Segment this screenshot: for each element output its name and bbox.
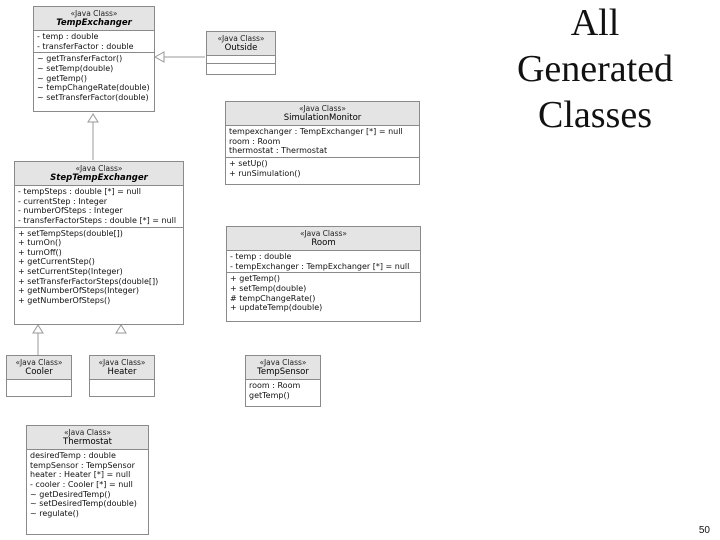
- attribute: - transferFactor : double: [37, 41, 134, 51]
- class-name: Cooler: [25, 366, 53, 377]
- attribute: - temp : double: [37, 32, 99, 42]
- operation: + setTemp(double): [230, 283, 307, 293]
- operation: ~ tempChangeRate(double): [37, 83, 150, 93]
- operation: ~ setTemp(double): [37, 63, 114, 73]
- class-operations: [226, 158, 419, 179]
- operation: + setCurrentStep(Integer): [18, 266, 123, 276]
- attribute: desiredTemp : double: [30, 451, 116, 461]
- outside-generalization-arrow: [155, 52, 164, 62]
- operation: + setTransferFactorSteps(double[]): [18, 276, 159, 286]
- attribute: thermostat : Thermostat: [229, 146, 328, 156]
- class-name: TempExchanger: [56, 17, 132, 28]
- class-attributes: [15, 186, 183, 227]
- class-stereotype: «Java Class»: [98, 358, 146, 367]
- attribute: - currentStep : Integer: [18, 196, 108, 206]
- class-operations: [227, 273, 420, 313]
- operation: + runSimulation(): [229, 168, 301, 178]
- operation: + getTemp(): [230, 274, 280, 284]
- title-line-2: Generated: [516, 48, 674, 90]
- class-operations: [207, 64, 275, 71]
- operation: + setTempSteps(double[]): [18, 228, 123, 238]
- title-line-1: All: [570, 2, 620, 44]
- class-stereotype: «Java Class»: [70, 9, 118, 18]
- attribute: - transferFactorSteps : double [*] = null: [18, 215, 177, 225]
- operation: ~ getDesiredTemp(): [30, 489, 111, 499]
- class-header: [207, 32, 275, 56]
- attribute: - temp : double: [230, 252, 292, 262]
- class-thermostat: [26, 425, 149, 535]
- class-operations: [34, 53, 154, 103]
- class-header: [227, 227, 420, 251]
- attribute: room : Room: [229, 136, 281, 146]
- class-name: TempSensor: [257, 366, 309, 377]
- attribute: - cooler : Cooler [*] = null: [30, 479, 133, 489]
- step-generalization-arrow: [88, 114, 98, 122]
- operation: + updateTemp(double): [230, 303, 323, 313]
- class-stereotype: «Java Class»: [299, 229, 347, 238]
- class-header: [34, 7, 154, 31]
- class-header: [226, 102, 419, 126]
- class-attributes: [226, 126, 419, 158]
- class-name: StepTempExchanger: [50, 172, 148, 183]
- class-header: [90, 356, 154, 380]
- class-name: Thermostat: [63, 436, 112, 447]
- class-outside: [206, 31, 276, 75]
- class-attributes: [7, 380, 71, 387]
- attribute: - tempExchanger : TempExchanger [*] = null: [230, 261, 410, 271]
- heater-generalization-arrow: [116, 325, 126, 333]
- class-attributes: [227, 251, 420, 273]
- class-attributes: [27, 450, 148, 519]
- operation: + turnOff(): [18, 247, 62, 257]
- class-operations: [15, 228, 183, 307]
- attribute: tempexchanger : TempExchanger [*] = null: [229, 127, 403, 137]
- operation: ~ getTemp(): [37, 73, 87, 83]
- operation: ~ setTransferFactor(double): [37, 92, 149, 102]
- operation: # tempChangeRate(): [230, 293, 316, 303]
- operation: ~ getTransferFactor(): [37, 54, 123, 64]
- class-name: Room: [311, 237, 336, 248]
- class-heater: [89, 355, 155, 397]
- attribute: heater : Heater [*] = null: [30, 470, 131, 480]
- class-header: [15, 162, 183, 186]
- class-stereotype: «Java Class»: [63, 428, 111, 437]
- operation: getTemp(): [249, 390, 290, 400]
- class-header: [246, 356, 320, 380]
- operation: + turnOn(): [18, 238, 62, 248]
- class-cooler: [6, 355, 72, 397]
- class-simulation-monitor: [225, 101, 420, 185]
- class-name: Outside: [224, 42, 258, 53]
- operation: + getNumberOfSteps(): [18, 295, 111, 305]
- operation: ~ regulate(): [30, 508, 79, 518]
- class-attributes: [207, 56, 275, 64]
- class-header: [7, 356, 71, 380]
- class-stereotype: «Java Class»: [298, 104, 346, 113]
- class-temp-exchanger: [33, 6, 155, 112]
- cooler-generalization-arrow: [33, 325, 43, 333]
- title-line-3: Classes: [538, 94, 652, 136]
- class-stereotype: «Java Class»: [217, 34, 265, 43]
- attribute: - numberOfSteps : Integer: [18, 206, 123, 216]
- class-stereotype: «Java Class»: [75, 164, 123, 173]
- operation: ~ setDesiredTemp(double): [30, 499, 137, 509]
- attribute: room : Room: [249, 381, 301, 391]
- operation: + setUp(): [229, 158, 268, 168]
- class-room: [226, 226, 421, 322]
- class-stereotype: «Java Class»: [15, 358, 63, 367]
- class-step-temp-exchanger: [14, 161, 184, 325]
- class-attributes: [246, 380, 320, 401]
- class-name: Heater: [107, 366, 137, 377]
- page-number: 50: [698, 525, 710, 536]
- class-name: SimulationMonitor: [283, 112, 362, 123]
- attribute: - tempSteps : double [*] = null: [18, 187, 141, 197]
- attribute: tempSensor : TempSensor: [30, 460, 135, 470]
- class-attributes: [34, 31, 154, 53]
- class-header: [27, 426, 148, 450]
- operation: + getCurrentStep(): [18, 257, 95, 267]
- class-attributes: [90, 380, 154, 387]
- class-temp-sensor: [245, 355, 321, 407]
- class-stereotype: «Java Class»: [259, 358, 307, 367]
- operation: + getNumberOfSteps(Integer): [18, 286, 140, 296]
